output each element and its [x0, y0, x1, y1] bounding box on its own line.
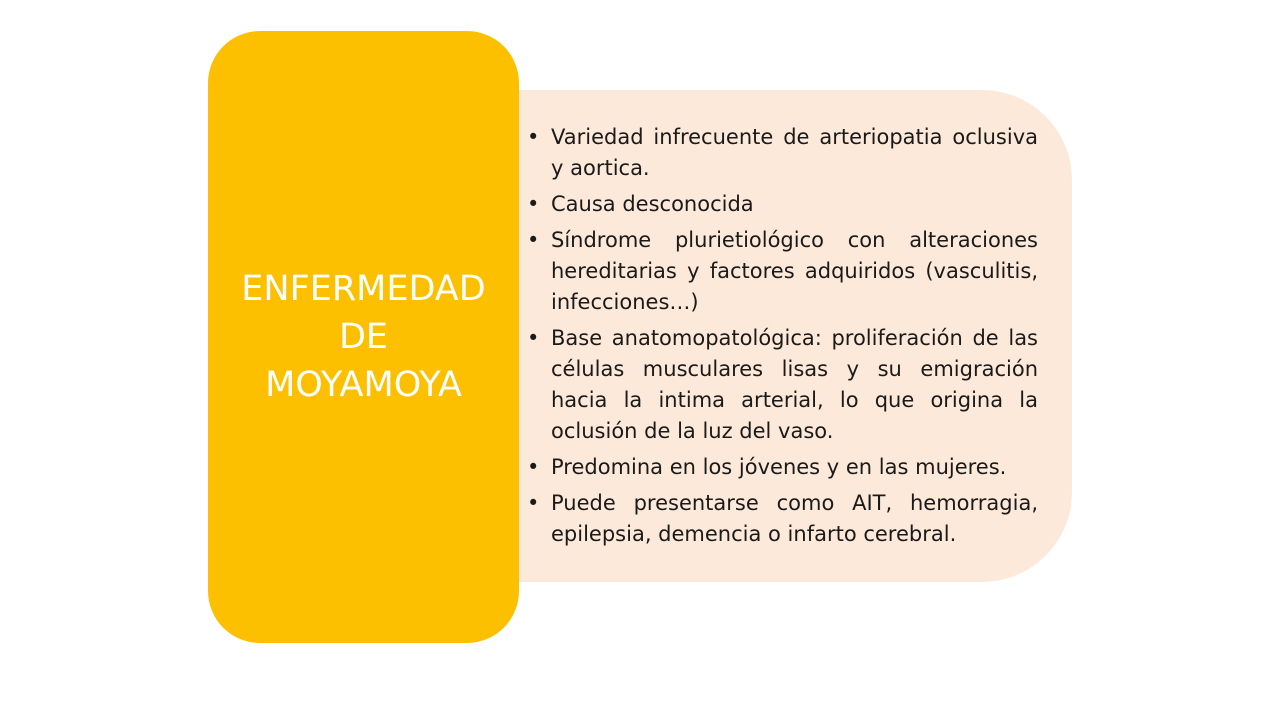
bullet-item: • Base anatomopatológica: proliferación de las células musculares lisas y su emigración hacia la intima arterial, lo que origina la oclusión de la luz del vaso. [527, 323, 1038, 447]
bullet-item: • Predomina en los jóvenes y en las mujeres. [527, 452, 1038, 483]
title-line: ENFERMEDAD [241, 269, 486, 309]
bullet-item: • Puede presentarse como AIT, hemorragia, epilepsia, demencia o infarto cerebral. [527, 488, 1038, 550]
bullet-list [527, 122, 1038, 555]
bullet-item: • Variedad infrecuente de arteriopatia oclusiva y aortica. [527, 122, 1038, 184]
title-panel [208, 31, 519, 643]
title-line: DE [338, 317, 389, 357]
bullet-item: • Síndrome plurietiológico con alteraciones hereditarias y factores adquiridos (vasculitis, infecciones…) [527, 225, 1038, 318]
title-line: MOYAMOYA [265, 365, 462, 405]
bullet-item: • Causa desconocida [527, 189, 1038, 220]
slide-title [241, 265, 485, 409]
